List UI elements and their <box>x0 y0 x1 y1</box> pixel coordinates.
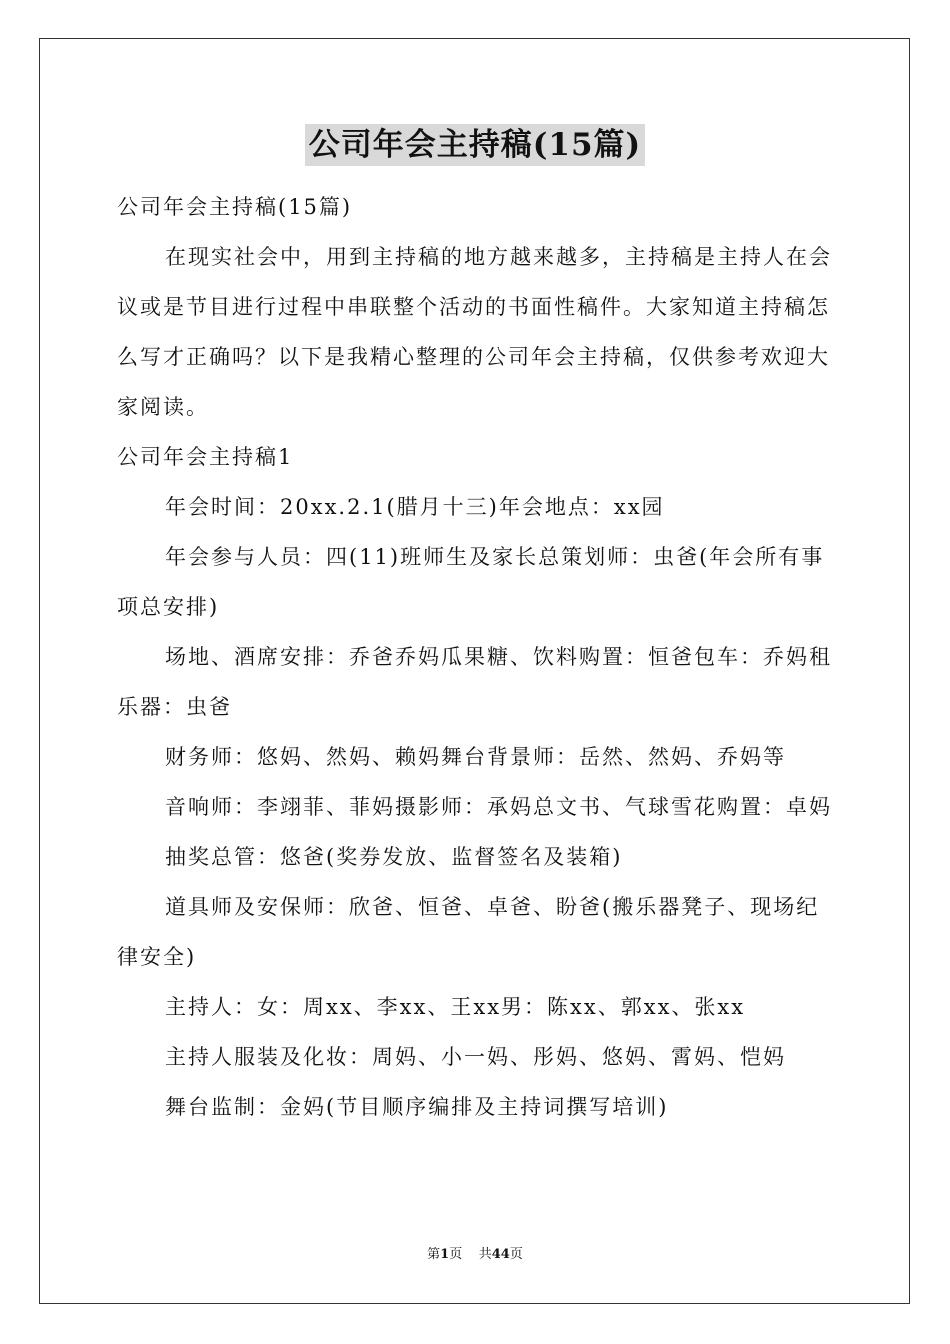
paragraph: 主持人服装及化妆：周妈、小一妈、彤妈、悠妈、霄妈、恺妈 <box>165 1045 786 1069</box>
paragraph: 公司年会主持稿(15篇) <box>117 195 353 219</box>
paragraph: 舞台监制：金妈(节目顺序编排及主持词撰写培训) <box>165 1095 669 1119</box>
page-footer <box>0 1247 950 1263</box>
total-pages: 44 <box>491 1247 510 1262</box>
paragraph: 道具师及安保师：欣爸、恒爸、卓爸、盼爸(搬乐器凳子、现场纪律安全) <box>117 895 820 969</box>
paragraph: 年会时间：20xx.2.1(腊月十三)年会地点：xx园 <box>165 495 665 519</box>
title-container <box>0 124 950 166</box>
paragraph: 在现实社会中，用到主持稿的地方越来越多，主持稿是主持人在会议或是节目进行过程中串联整个活动的书面性稿件。大家知道主持稿怎么写才正确吗？以下是我精心整理的公司年会主持稿，仅供参考欢迎大家阅读。 <box>117 245 832 419</box>
section-heading: 公司年会主持稿1 <box>117 445 294 469</box>
total-prefix: 共 <box>478 1247 492 1262</box>
document-body <box>117 182 837 1132</box>
paragraph: 场地、酒席安排：乔爸乔妈瓜果糖、饮料购置：恒爸包车：乔妈租乐器：虫爸 <box>117 645 832 719</box>
total-suffix: 页 <box>509 1247 523 1262</box>
paragraph: 年会参与人员：四(11)班师生及家长总策划师：虫爸(年会所有事项总安排) <box>117 545 825 619</box>
document-title: 公司年会主持稿(15篇) <box>305 124 645 166</box>
page-prefix: 第 <box>427 1247 441 1262</box>
paragraph: 音响师：李翊菲、菲妈摄影师：承妈总文书、气球雪花购置：卓妈 <box>165 795 832 819</box>
page-number: 1 <box>440 1247 450 1262</box>
paragraph: 主持人：女：周xx、李xx、王xx男：陈xx、郭xx、张xx <box>165 995 746 1019</box>
paragraph: 抽奖总管：悠爸(奖券发放、监督签名及装箱) <box>165 845 623 869</box>
paragraph: 财务师：悠妈、然妈、赖妈舞台背景师：岳然、然妈、乔妈等 <box>165 745 786 769</box>
page-suffix: 页 <box>449 1247 463 1262</box>
